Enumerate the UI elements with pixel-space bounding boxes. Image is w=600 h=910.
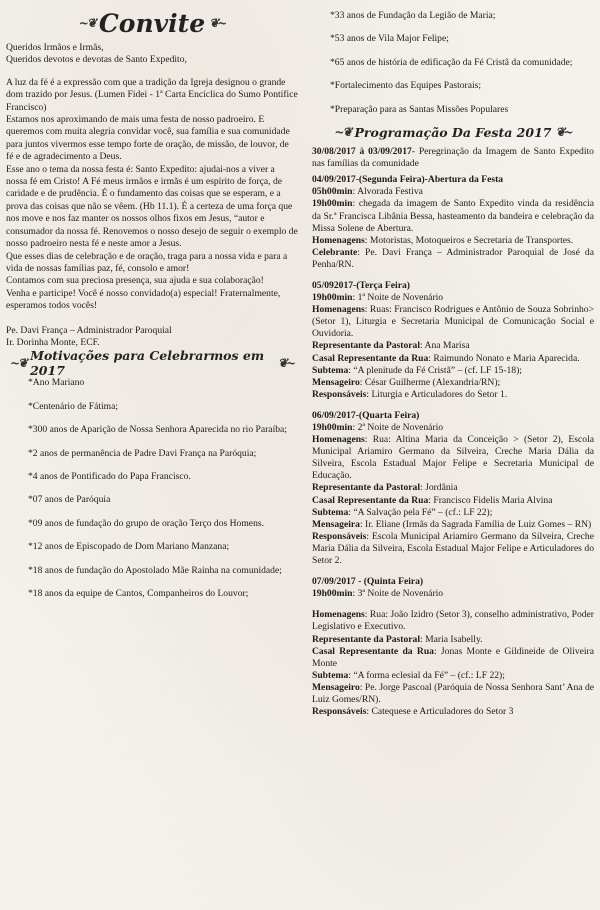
motivacoes-list: [6, 377, 298, 600]
list-item: *07 anos de Paróquia: [28, 494, 111, 506]
day-date: 04/09/2017-(Segunda Feira)-Abertura da Festa: [312, 174, 504, 186]
intro-entry: 30/08/2017 à 03/09/2017- Peregrinação da Imagem de Santo Expedito nas famílias da comunidade: [312, 146, 594, 170]
ornament-left-icon: ~❦: [10, 356, 27, 371]
list-item: *4 anos de Pontificado do Papa Francisco.: [28, 470, 191, 482]
list-item: *18 anos da equipe de Cantos, Companheiros do Louvor;: [28, 588, 249, 599]
greeting-2: Queridos devotos e devotas de Santo Expedito,: [6, 54, 187, 66]
signature: Pe. Davi França – Administrador Paroquial: [6, 324, 172, 336]
convite-title: Convite: [98, 8, 206, 38]
list-item: *18 anos de fundação do Apostolado Mãe Rainha na comunidade;: [28, 564, 282, 576]
list-item: *33 anos de Fundação da Legião de Maria;: [330, 10, 496, 21]
programacao: [312, 146, 594, 718]
list-item: *2 anos de permanência de Padre Davi França na Paróquia;: [28, 447, 257, 459]
day-block-1: 04/09/2017-(Segunda Feira)-Abertura da Festa 05h00min: Alvorada Festiva 19h00min: chegada da imagem de Santo Expedito vinda da residência da Sr.ª Francisca Libânia Bessa, hasteamento da bandeira e celebração da Missa Solene de Abertura. Homenagens: Motoristas, Motoqueiros e Secretaria de Transportes. Celebrante: Pe. Davi França – Administrador Paroquial de José da Penha/RN.: [312, 174, 594, 270]
day-date: 07/09/2017 - (Quinta Feira): [312, 576, 424, 588]
body-paragraph: Contamos com sua preciosa presença, sua ajuda e sua colaboração!: [6, 275, 264, 287]
list-item: *300 anos de Aparição de Nossa Senhora Aparecida no rio Paraíba;: [28, 424, 287, 436]
ornament-left-icon: ~❦: [334, 125, 351, 140]
list-item: *Preparação para as Santas Missões Populares: [330, 103, 509, 115]
list-item: *Centenário de Fátima;: [28, 400, 119, 412]
motivacoes-title: Motivações para Celebrarmos em 2017: [30, 348, 265, 379]
list-item: *12 anos de Episcopado de Dom Mariano Manzana;: [28, 541, 230, 553]
list-item: *53 anos de Vila Major Felipe;: [330, 33, 449, 45]
body-paragraph: Venha e participe! Você é nosso convidado(a) especial! Fraternalmente, esperamos todos vocês!: [6, 287, 281, 312]
ornament-right-icon: ❦~: [209, 16, 226, 30]
day-block-3: 06/09/2017-(Quarta Feira) 19h00min: 2ª Noite de Novenário Homenagens: Rua: Altina Maria da Conceição > (Setor 2), Escola Municipal Ariamiro Germano da Silveira, Creche Maria Dália da Silveira, Escola Estadual Major Felipe e Secretaria Municipal de Educação. Representante da Pastoral: Jordânia Casal Representante da Rua: Francisco Fidelis Maria Alvina Subtema: “A Salvação pela Fé” – (cf.: LF 22); Mensageira: Ir. Eliane (Irmãs da Sagrada Família de Luiz Gomes – RN) Responsáveis: Escola Municipal Ariamiro Germano da Silveira, Creche Maria Dália da Silveira, Escola Estadual Major Felipe e Articuladores do Setor 2.: [312, 409, 594, 567]
signature: Ir. Dorinha Monte, ECF.: [6, 336, 100, 348]
ornament-right-icon: ❦~: [277, 356, 294, 371]
list-item: *Fortalecimento das Equipes Pastorais;: [330, 80, 482, 92]
body-paragraph: A luz da fé é a expressão com que a tradição da Igreja designou o grande dom trazido por Jesus. (Lumen Fidei - 1ª Carta Encíclica do Sumo Pontífice Francisco): [6, 76, 298, 113]
day-block-4: 07/09/2017 - (Quinta Feira) 19h00min: 3ª Noite de Novenário Homenagens: Rua: João Izidro (Setor 3), conselho administrativo, Poder Legislativo e Executivo. Representante da Pastoral: Maria Isabelly. Casal Representante da Rua: Jonas Monte e Gildineide de Oliveira Monte Subtema: “A forma eclesial da Fé” – (cf.: LF 22); Mensageiro: Pe. Jorge Pascoal (Paróquia de Nossa Senhora Sant’ Ana de Luiz Gomes/RN). Responsáveis: Catequese e Articuladores do Setor 3: [312, 576, 594, 718]
body-paragraph: Esse ano o tema da nossa festa é: Santo Expedito: ajudai-nos a viver a nossa fé em Cristo! A Fé meus irmãos e irmãs é um espírito de força, de caridade e de prudência. É o fundamento das coisas que se esperam, e a prova das coisas que não se vêem. (Hb 11.1). É a certeza de uma força que nos move e nos faz manter os nossos olhos fixos em Jesus, “autor e consumador da nossa fé. Renovemos o nosso desejo de seguir o exemplo de nosso padroeiro nesta fé e neste amor a Jesus.: [6, 163, 298, 250]
left-column: [6, 0, 298, 611]
ornament-left-icon: ~❦: [78, 16, 95, 30]
day-block-2: 05/092017-(Terça Feira) 19h00min: 1ª Noite de Novenário Homenagens: Ruas: Francisco Rodrigues e Antônio de Souza Sobrinho> (Setor 1), Liturgia e Secretaria Municipal de Comunicação Social e Ouvidoria. Representante da Pastoral: Ana Marisa Casal Representante da Rua: Raimundo Nonato e Maria Aparecida. Subtema: “A plenitude da Fé Cristã” – (cf. LF 15-18); Mensageiro: César Guilherme (Alexandria/RN); Responsáveis: Liturgia e Articuladores do Setor 1.: [312, 279, 594, 400]
list-item: *Ano Mariano: [28, 377, 85, 389]
list-item: *09 anos de fundação do grupo de oração Terço dos Homens.: [28, 517, 264, 529]
list-item: *65 anos de história de edificação da Fé Cristã da comunidade;: [330, 56, 573, 68]
convite-heading: [6, 4, 298, 42]
body-paragraph: Estamos nos aproximando de mais uma festa de nosso padroeiro. E queremos com muita alegria convidar você, sua família e sua comunidade para juntos vivermos esse tempo forte de oração, de missão, de louvor, de fé e de agradecimento a Deus.: [6, 114, 290, 163]
motivacoes-list-continued: [312, 10, 594, 116]
day-date: 06/09/2017-(Quarta Feira): [312, 409, 420, 421]
right-column: [312, 10, 594, 718]
body-paragraph: Que esses dias de celebração e de oração, traga para a nossa vida e para a vida de nossas famílias paz, fé, consolo e amor!: [6, 250, 288, 274]
ornament-right-icon: ❦~: [555, 125, 572, 140]
day-date: 05/092017-(Terça Feira): [312, 279, 410, 291]
programacao-title: Programação Da Festa 2017: [354, 124, 552, 140]
motivacoes-heading: [6, 348, 298, 379]
programacao-heading: [312, 122, 594, 142]
greeting-1: Queridos Irmãos e Irmãs,: [6, 42, 104, 53]
